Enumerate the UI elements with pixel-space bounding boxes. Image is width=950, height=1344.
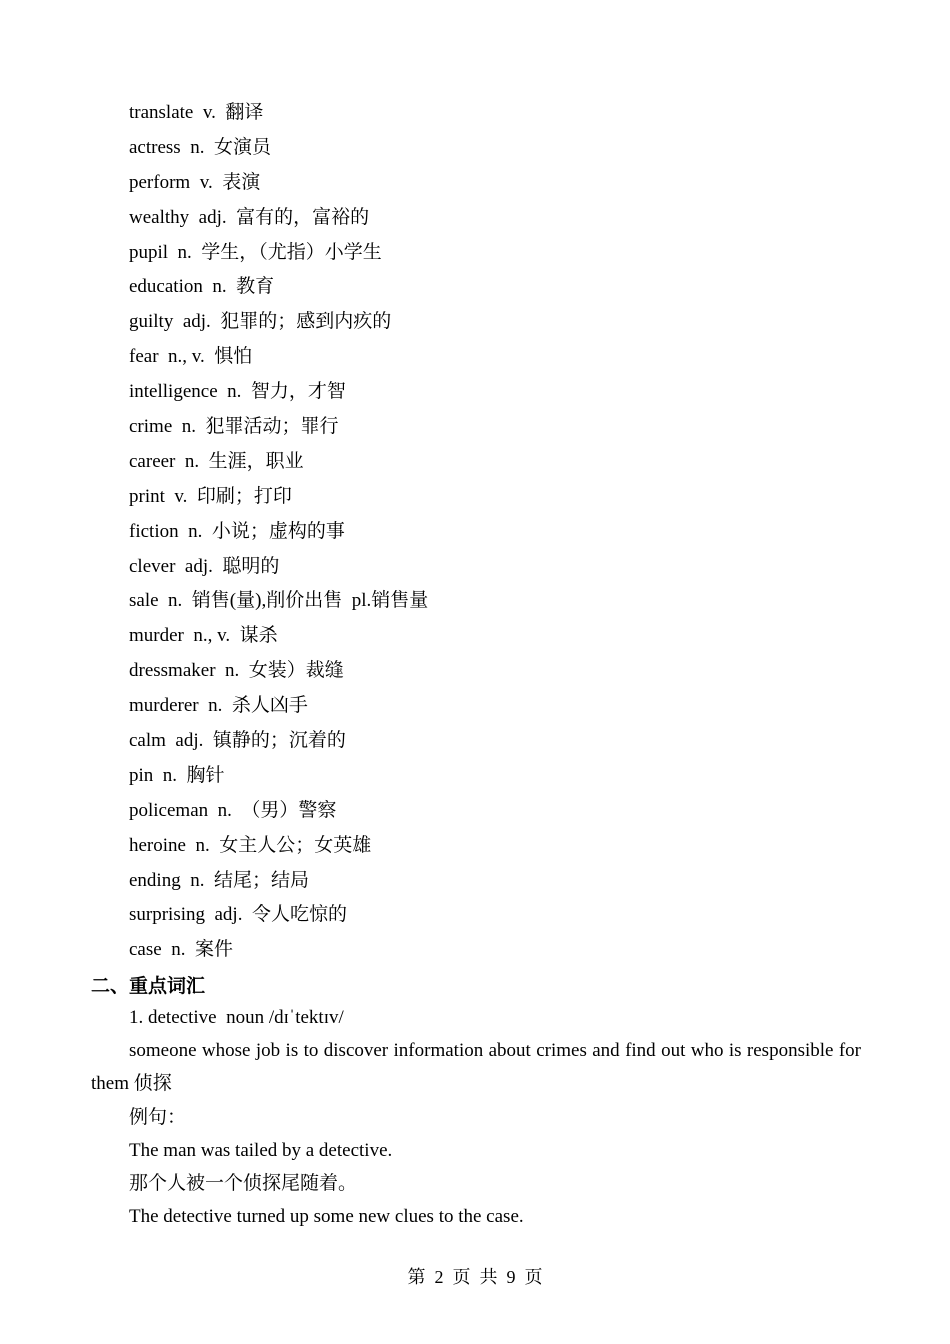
- vocab-entry: fiction n. 小说；虚构的事: [129, 520, 345, 542]
- vocab-entry: actress n. 女演员: [129, 136, 271, 158]
- vocab-entry: murderer n. 杀人凶手: [129, 695, 308, 717]
- vocab-entry: perform v. 表演: [129, 171, 261, 193]
- key-word-headword: 1. detective noun /dɪˈtektɪv/: [129, 1007, 344, 1028]
- vocab-entry: surprising adj. 令人吃惊的: [129, 904, 347, 926]
- example-sentence-en: The man was tailed by a detective.: [129, 1139, 393, 1161]
- example-label: 例句：: [129, 1106, 187, 1128]
- vocabulary-list: [129, 96, 889, 968]
- vocab-entry: pupil n. 学生，（尤指）小学生: [129, 241, 382, 263]
- vocab-entry: print v. 印刷；打印: [129, 485, 292, 507]
- vocab-entry: policeman n. （男）警察: [129, 799, 337, 821]
- vocab-entry: crime n. 犯罪活动；罪行: [129, 416, 339, 438]
- vocab-entry: intelligence n. 智力，才智: [129, 381, 346, 403]
- vocab-entry: murder n., v. 谋杀: [129, 625, 278, 647]
- vocab-entry: translate v. 翻译: [129, 102, 264, 123]
- vocab-entry: case n. 案件: [129, 939, 233, 961]
- key-word-definition: someone whose job is to discover information about crimes and find out who is responsible for them 侦探: [91, 1040, 861, 1095]
- vocab-entry: clever adj. 聪明的: [129, 555, 280, 577]
- key-word-section: [91, 1001, 861, 1233]
- section-heading: 二、重点词汇: [91, 975, 206, 997]
- vocab-entry: ending n. 结尾；结局: [129, 869, 309, 891]
- vocab-entry: guilty adj. 犯罪的；感到内疚的: [129, 311, 392, 333]
- vocab-entry: wealthy adj. 富有的，富裕的: [129, 206, 370, 228]
- vocab-entry: education n. 教育: [129, 276, 275, 298]
- vocab-entry: pin n. 胸针: [129, 764, 225, 786]
- vocab-entry: dressmaker n. 女装）裁缝: [129, 660, 344, 682]
- vocab-entry: calm adj. 镇静的；沉着的: [129, 730, 346, 752]
- page-number-footer: 第 2 页 共 9 页: [407, 1267, 543, 1287]
- vocab-entry: career n. 生涯，职业: [129, 450, 304, 472]
- vocab-entry: sale n. 销售(量),削价出售 pl.销售量: [129, 590, 429, 612]
- example-sentence-zh: 那个人被一个侦探尾随着。: [129, 1173, 358, 1195]
- vocab-entry: heroine n. 女主人公；女英雄: [129, 834, 372, 856]
- vocab-entry: fear n., v. 惧怕: [129, 346, 253, 368]
- example-sentence-en: The detective turned up some new clues to the case.: [129, 1206, 524, 1228]
